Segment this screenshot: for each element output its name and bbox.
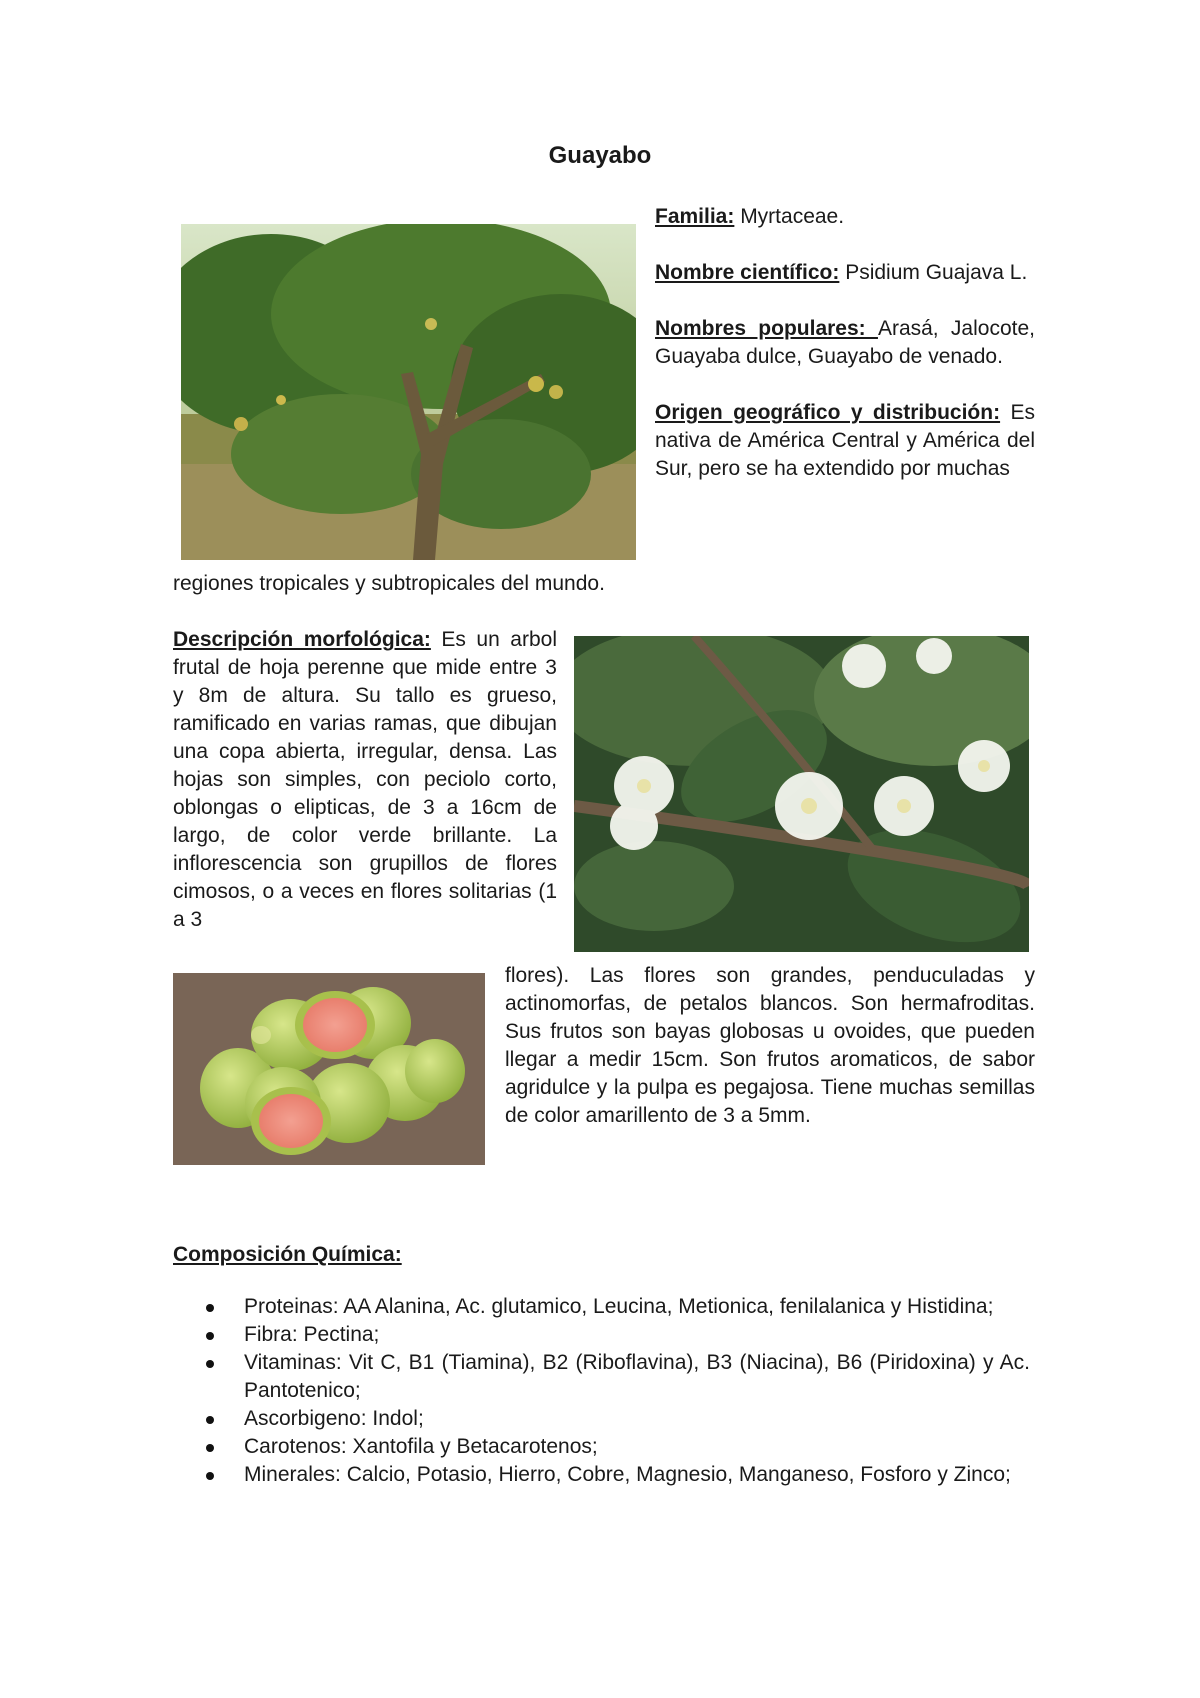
populares-line [655,315,1035,371]
populares-label: Nombres populares: [655,317,878,340]
list-item-text: Minerales: Calcio, Potasio, Hierro, Cobre, Magnesio, Manganeso, Fosforo y Zinco; [244,1463,1011,1486]
composicion-label: Composición Química: [173,1243,402,1266]
origen-continuation: regiones tropicales y subtropicales del mundo. [173,572,605,595]
list-item-text: Vitaminas: Vit C, B1 (Tiamina), B2 (Riboflavina), B3 (Niacina), B6 (Piridoxina) y Ac. Pantotenico; [244,1351,1030,1402]
descripcion-label: Descripción morfológica: [173,628,431,651]
list-item [200,1293,1030,1321]
bullet-icon [206,1304,214,1312]
bullet-icon [206,1472,214,1480]
descripcion-block [173,626,557,934]
guava-flower-photo [574,636,1029,952]
familia-label: Familia: [655,205,735,228]
descripcion-continuation: flores). Las flores son grandes, penduculadas y actinomorfas, de petalos blancos. Son hermafroditas. Sus frutos son bayas globosas u ovoides, que pueden llegar a medir 15cm. Son frutos aromaticos, de sabor agridulce y la pulpa es pegajosa. Tiene muchas semillas de color amarillento de 3 a 5mm. [505,964,1035,1127]
bullet-icon [206,1332,214,1340]
origen-line [655,399,1035,483]
list-item [200,1433,1030,1461]
list-item-text: Carotenos: Xantofila y Betacarotenos; [244,1435,598,1458]
cientifico-label: Nombre científico: [655,261,840,284]
composicion-heading [173,1241,773,1269]
bullet-icon [206,1444,214,1452]
bullet-icon [206,1416,214,1424]
origen-value: Es nativa de América Central y América del Sur, pero se ha extendido por muchas [655,401,1035,480]
list-item [200,1405,1030,1433]
composicion-list [200,1293,1030,1489]
familia-line [655,203,1035,231]
guava-fruit-photo [173,973,485,1165]
guava-tree-photo [181,224,636,560]
descripcion-text: Es un arbol frutal de hoja perenne que mide entre 3 y 8m de altura. Su tallo es grueso, ramificado en varias ramas, que dibujan una copa abierta, irregular, densa. Las hojas son simples, con peciolo corto, oblongas o elipticas, de 3 a 16cm de largo, de color verde brillante. La inflorescencia son grupillos de flores cimosos, o a veces en flores solitarias (1 a 3 [173,628,557,931]
list-item-text: Ascorbigeno: Indol; [244,1407,424,1430]
taxonomy-block [655,203,1035,483]
list-item [200,1321,1030,1349]
list-item-text: Proteinas: AA Alanina, Ac. glutamico, Leucina, Metionica, fenilalanica y Histidina; [244,1295,994,1318]
cientifico-value: Psidium Guajava L. [839,261,1028,284]
populares-value: Arasá, Jalocote, Guayaba dulce, Guayabo de venado. [655,317,1035,368]
cientifico-line [655,259,1035,287]
list-item-text: Fibra: Pectina; [244,1323,380,1346]
origen-label: Origen geográfico y distribución: [655,401,1001,424]
bullet-icon [206,1360,214,1368]
page-title: Guayabo [548,142,652,169]
list-item [200,1349,1030,1405]
list-item [200,1461,1030,1489]
familia-value: Myrtaceae. [734,205,845,228]
